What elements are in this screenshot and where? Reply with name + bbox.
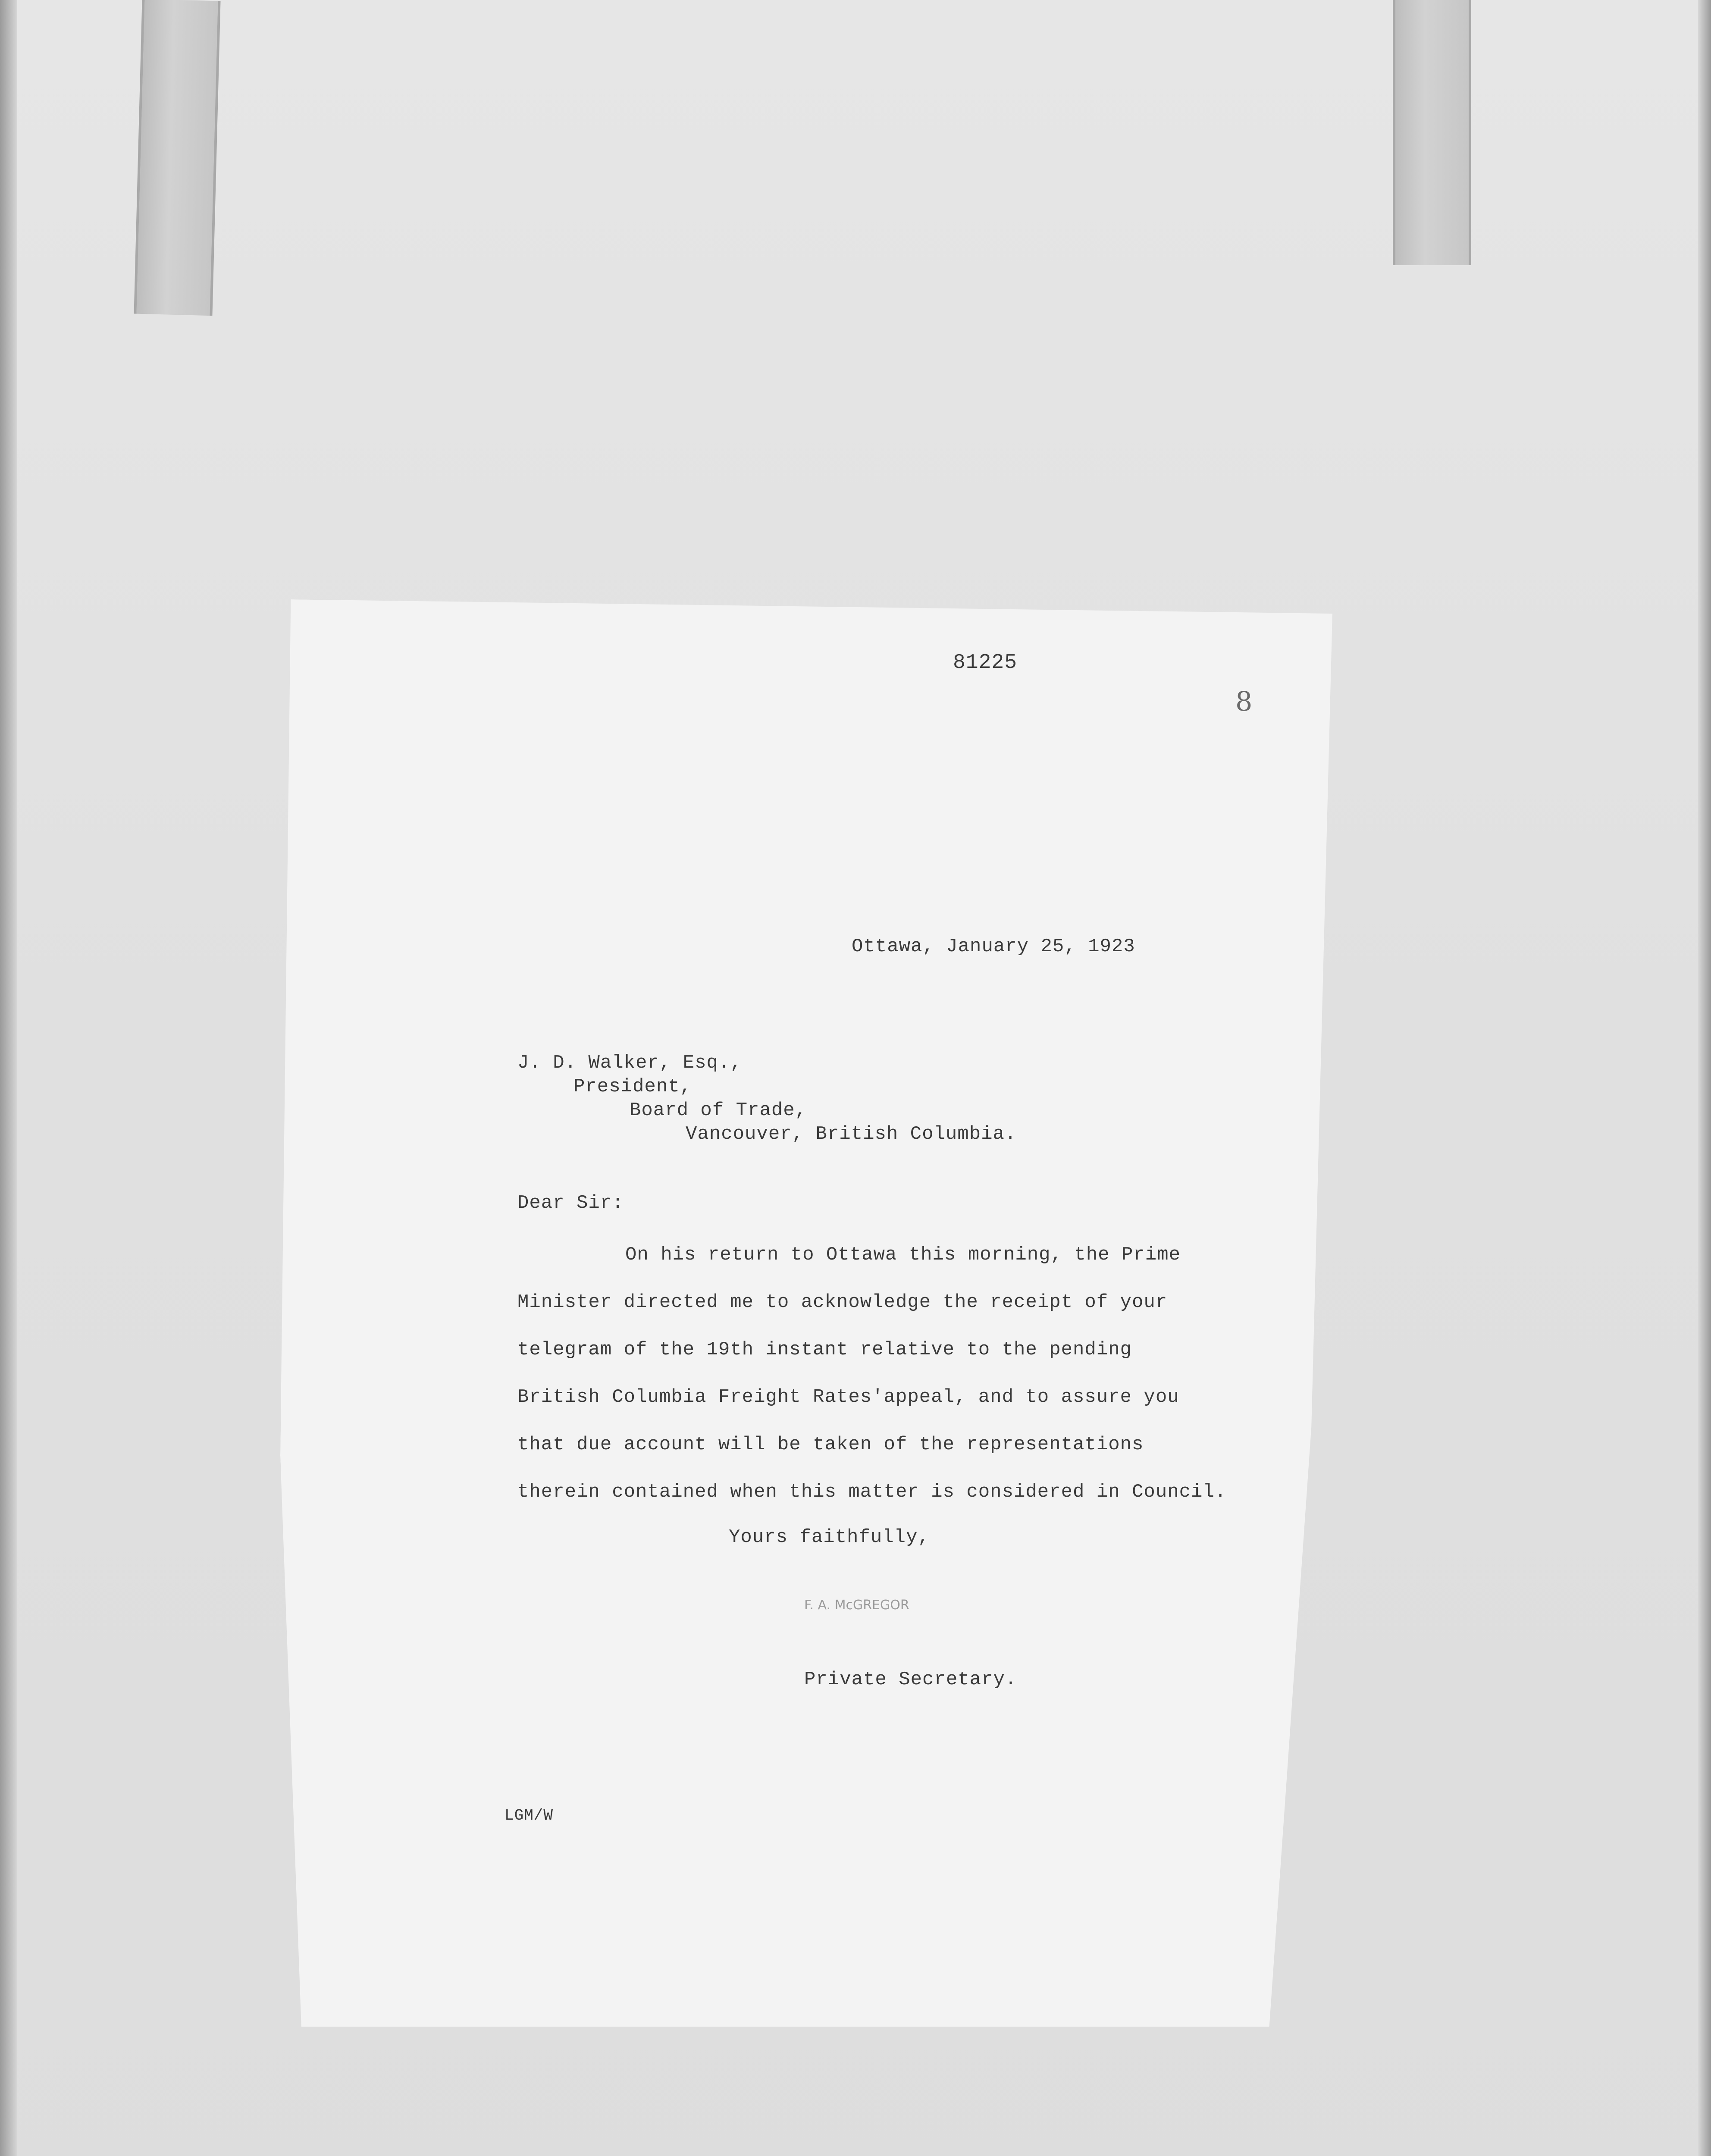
frame-edge-right [1698,0,1711,2156]
address-line: Vancouver, British Columbia. [686,1123,1017,1145]
mounting-tape-top-right [1393,0,1471,265]
address-line: Board of Trade, [630,1100,807,1121]
body-line: therein contained when this matter is considered in Council. [517,1481,1227,1503]
body-line: telegram of the 19th instant relative to the pending [517,1339,1132,1360]
body-line: that due account will be taken of the representations [517,1434,1144,1455]
mounting-tape-top-left [134,0,220,316]
salutation: Dear Sir: [517,1192,624,1214]
address-line: J. D. Walker, Esq., [517,1052,742,1074]
reference-initials: LGM/W [505,1807,554,1824]
signer-title: Private Secretary. [804,1669,1017,1690]
body-line: British Columbia Freight Rates'appeal, and to assure you [517,1386,1179,1408]
file-number: 81225 [953,651,1018,674]
closing: Yours faithfully, [729,1526,930,1548]
body-line: On his return to Ottawa this morning, the Prime [625,1244,1181,1266]
signature-stamp: F. A. McGREGOR [804,1598,909,1613]
body-line: Minister directed me to acknowledge the receipt of your [517,1291,1168,1313]
address-line: President, [573,1076,692,1097]
frame-edge-left [0,0,17,2156]
typed-letter-page [280,599,1332,2027]
dateline: Ottawa, January 25, 1923 [852,936,1135,957]
page-mark: 8 [1235,686,1253,717]
